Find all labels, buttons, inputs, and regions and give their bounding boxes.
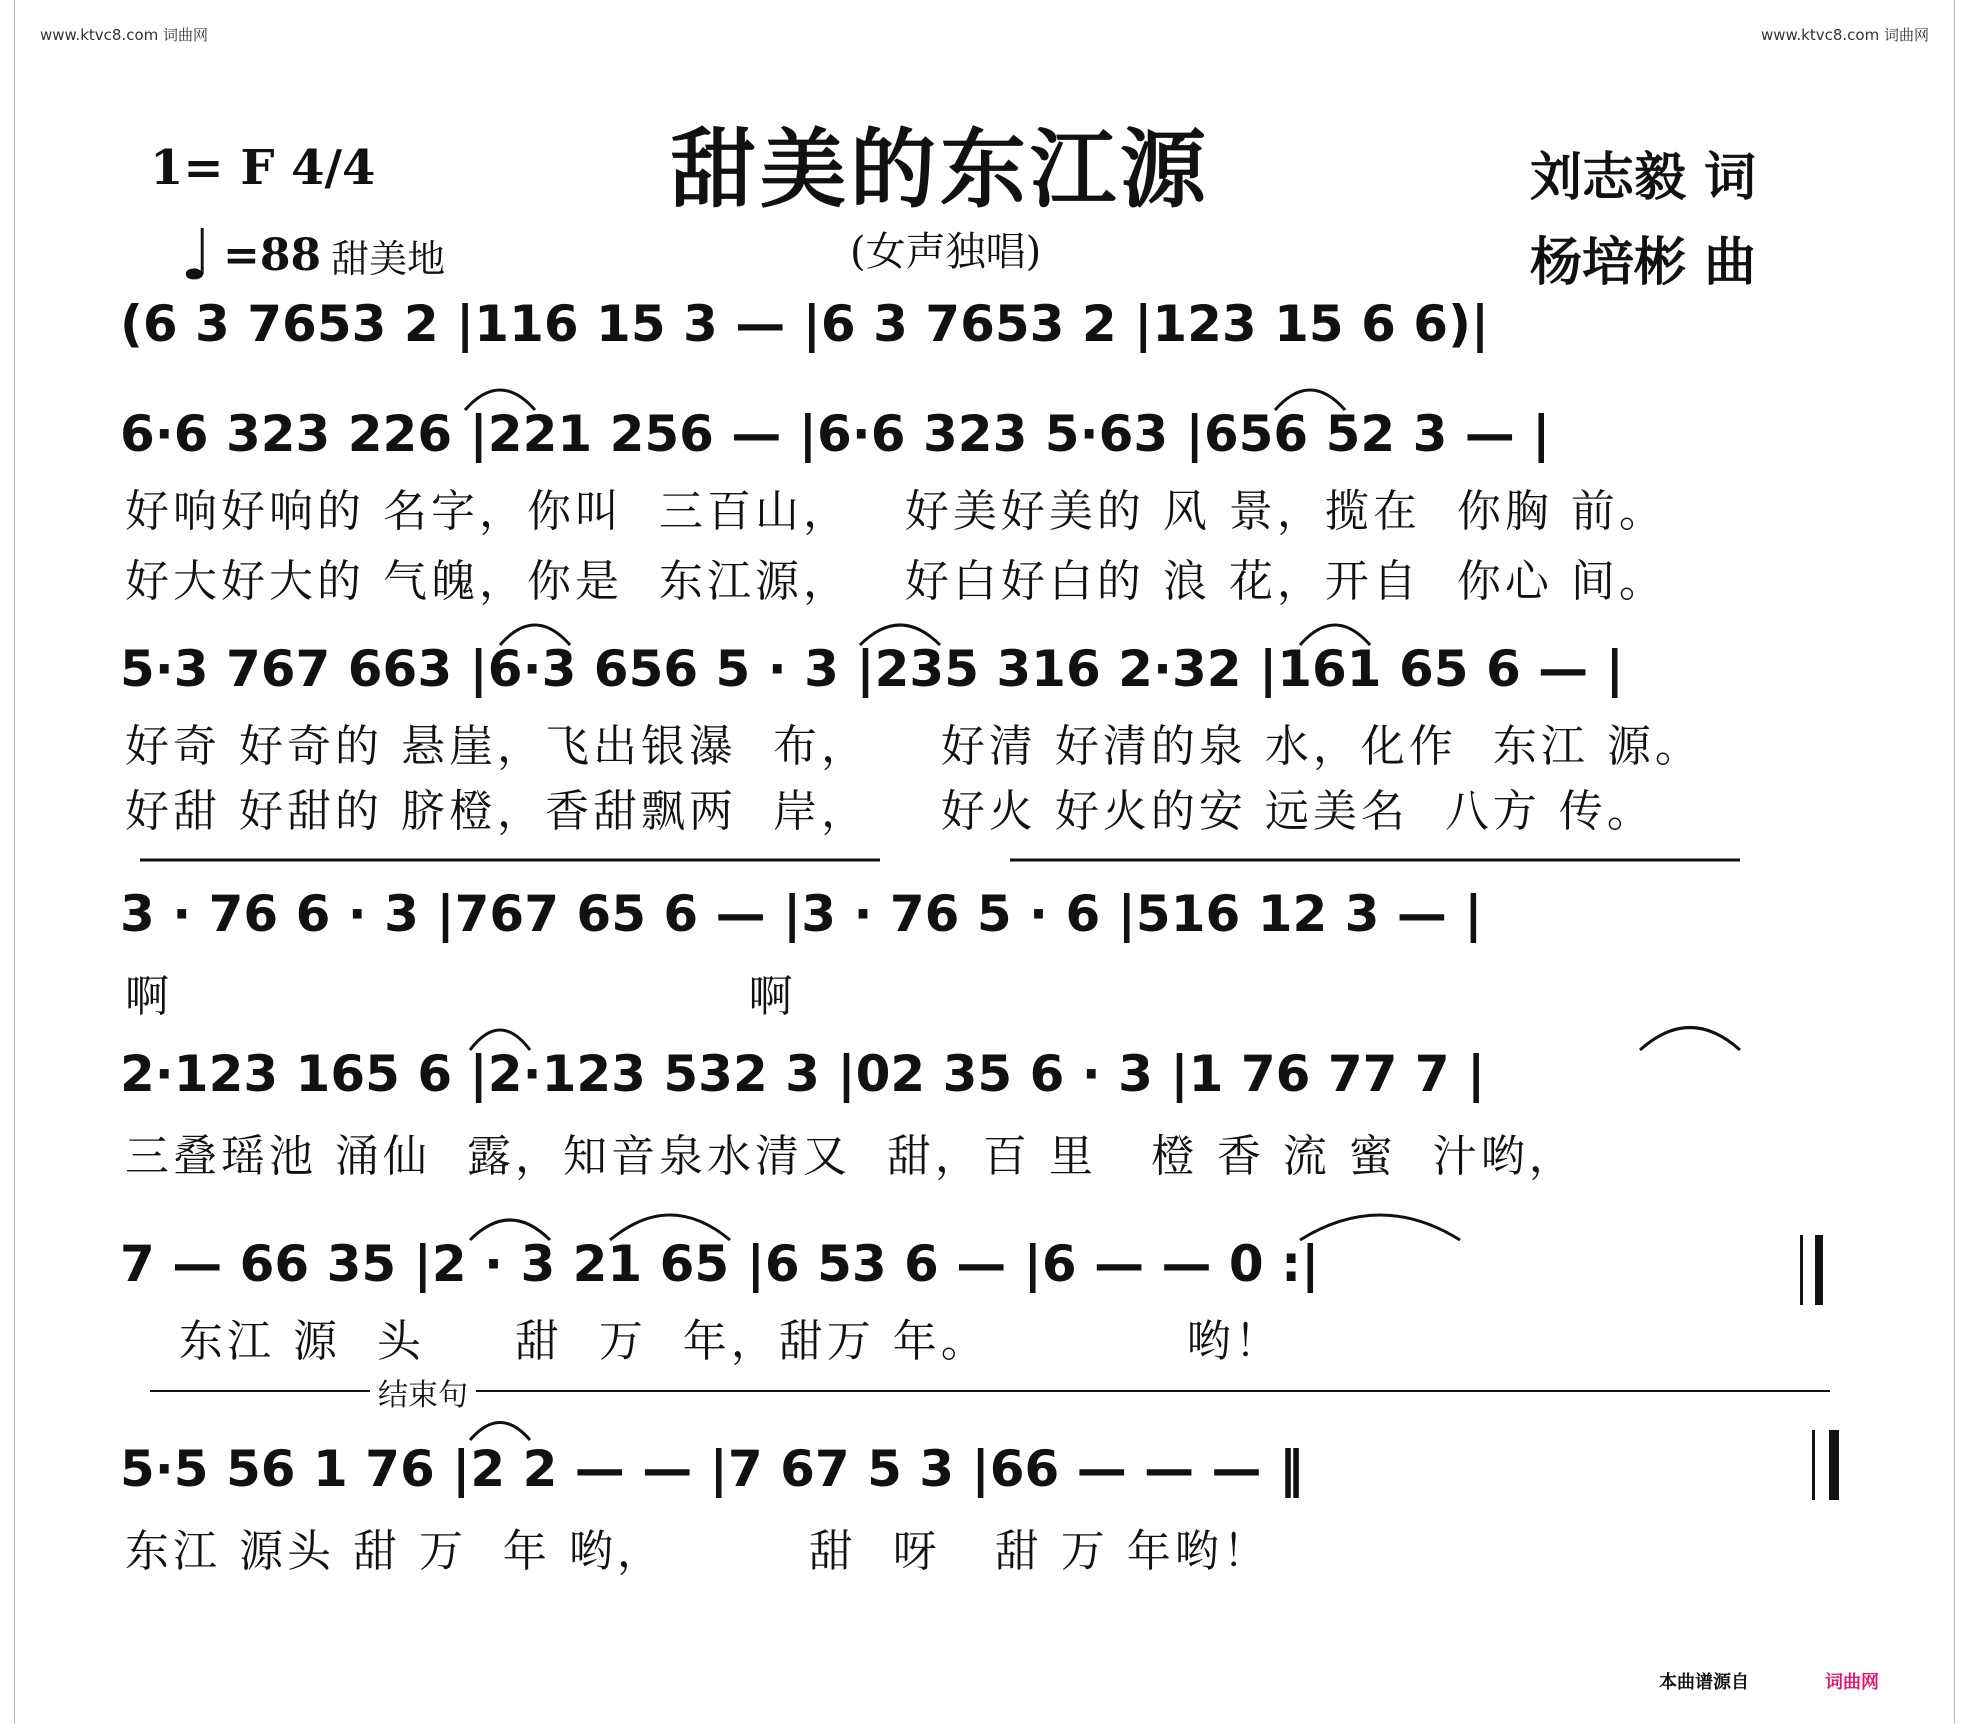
score-line-intro: (6 3 7653 2 |116 15 3 — |6 3 7653 2 |123 15 6 6)| (120, 295, 1490, 353)
score-line-5: 7 — 66 35 |2 · 3 21 65 |6 53 6 — |6 — — 0 :| (120, 1235, 1320, 1293)
song-subtitle: (女声独唱) (850, 229, 1042, 275)
watermark-left: www.ktvc8.com 词曲网 (40, 26, 209, 44)
composer-credit: 杨培彬 曲 (1530, 232, 1757, 293)
lyrics-line-3: 啊 啊 (125, 971, 797, 1022)
lyrics-line-6: 东江 源头 甜 万 年 哟， 甜 呀 甜 万 年哟！ (125, 1526, 1271, 1577)
song-title: 甜美的东江源 (670, 119, 1210, 220)
score-line-4: 2·123 165 6 |2·123 532 3 |02 35 6 · 3 |1 76 77 7 | (120, 1045, 1486, 1103)
score-line-1: 6·6 323 226 |221 256 — |6·6 323 5·63 |656 52 3 — | (120, 405, 1551, 463)
lyrics-line-2-verse-1: 好奇 好奇的 悬崖，飞出银瀑 布， 好清 好清的泉 水，化作 东江 源。 (125, 721, 1703, 772)
lyrics-line-1-verse-2: 好大好大的 气魄，你是 东江源， 好白好白的 浪 花，开自 你心 间。 (125, 556, 1667, 607)
score-line-2: 5·3 767 663 |6·3 656 5 · 3 |235 316 2·32 |161 65 6 — | (120, 640, 1624, 698)
lyrics-line-2-verse-2: 好甜 好甜的 脐橙，香甜飘两 岸， 好火 好火的安 远美名 八方 传。 (125, 786, 1655, 837)
lyrics-line-4: 三叠瑶池 涌仙 露，知音泉水清又 甜，百 里 橙 香 流 蜜 汁哟， (125, 1131, 1577, 1182)
ending-label: 结束句 (370, 1370, 476, 1414)
footer-source-note: 本曲谱源自 (1659, 1672, 1749, 1693)
lyrics-line-5: 东江 源 头 甜 万 年，甜万 年。 哟！ (125, 1316, 1283, 1367)
footer-logo: 词曲网 (1825, 1672, 1879, 1693)
quarter-note-icon: ♩ (180, 213, 214, 296)
lyricist-credit: 刘志毅 词 (1530, 147, 1757, 208)
score-line-3: 3 · 76 6 · 3 |767 65 6 — |3 · 76 5 · 6 |516 12 3 — | (120, 885, 1483, 943)
tempo-expression: 甜美地 (331, 236, 446, 281)
key-signature: 1= F 4/4 (150, 140, 376, 196)
score-line-6: 5·5 56 1 76 |2 2 — — |7 67 5 3 |66 — — — ‖ (120, 1440, 1304, 1498)
lyrics-line-1-verse-1: 好响好响的 名字，你叫 三百山， 好美好美的 风 景，揽在 你胸 前。 (125, 486, 1667, 537)
watermark-right: www.ktvc8.com 词曲网 (1760, 26, 1929, 44)
tempo-value: =88 (223, 229, 322, 281)
